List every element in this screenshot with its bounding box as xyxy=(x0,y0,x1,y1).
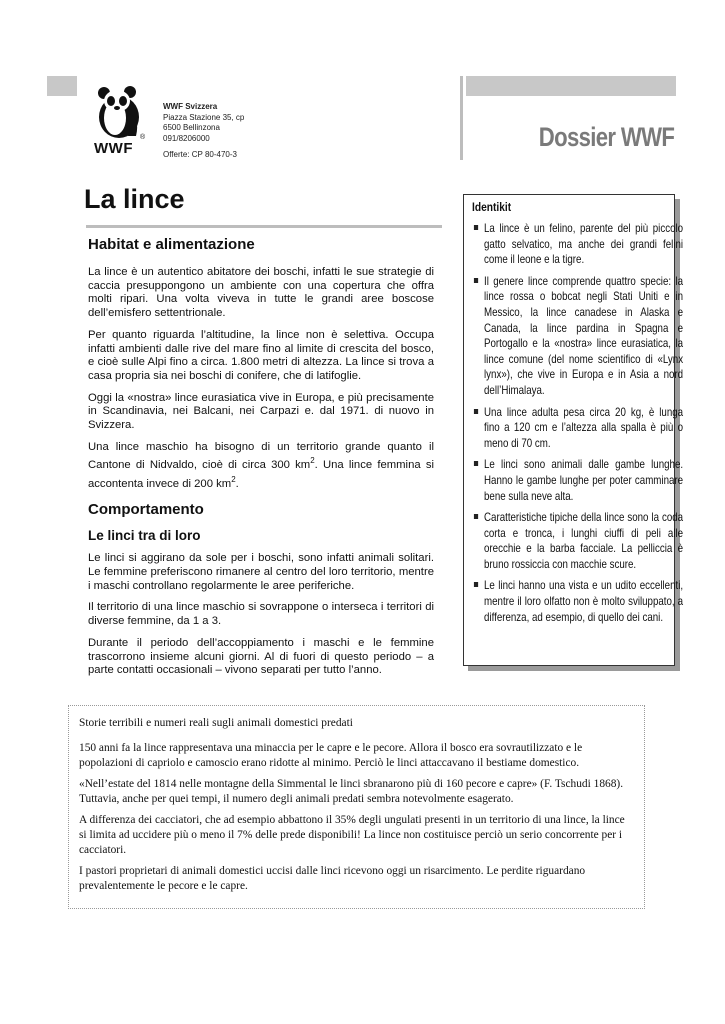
bullet-icon xyxy=(474,461,478,466)
identikit-box xyxy=(463,194,684,666)
bullet-icon xyxy=(474,278,478,283)
header-divider xyxy=(460,76,463,160)
logo-registered-mark: ® xyxy=(140,134,146,141)
phone: 091/8206000 xyxy=(163,133,210,143)
address-line2: 6500 Bellinzona xyxy=(163,123,220,132)
section-heading-comportamento: Comportamento xyxy=(88,501,204,519)
title-underline xyxy=(86,225,442,228)
identikit-item: Il genere lince comprende quattro specie: la lince rossa o bobcat negli Stati Uniti e in Messico, la lince canadese in Alaska e Canada, la lince pardina in Spagna e Portogallo e la «nostra» lince eurasiatica, la lince comune (del nome scientifico di «Lynx lynx»), che vive in Europa e in Asia a nord dell’Himalaya. xyxy=(484,274,683,399)
panda-icon xyxy=(90,84,148,140)
habitat-paragraph-2: Per quanto riguarda l’altitudine, la lince non è selettiva. Occupa infatti ambienti dalle rive del mare fino al limite di crescita del bosco, e cioè sulle Alpi fino a circa. 1.800 metri di altezza. La lince si trova a casa propria sia nei boschi di conifere, che di latifoglie. xyxy=(88,328,434,382)
story-paragraph: A differenza dei cacciatori, che ad esempio abbattono il 35% degli ungulati presenti in un territorio di una lince, la lince si limita ad uccidere più o meno il 7% delle prede disponibili! La lince non costituisce perciò un serio concorrente per i cacciatori. xyxy=(79,814,625,856)
story-paragraph: I pastori proprietari di animali domestici uccisi dalle linci ricevono oggi un risarcimento. Le perdite riguardano prevalentemente le pecore e le capre. xyxy=(79,865,586,892)
comportamento-paragraph-2: Il territorio di una lince maschio si sovrappone o interseca i territori di diverse femmine, da 1 a 3. xyxy=(88,601,434,628)
story-box xyxy=(68,705,645,909)
logo-wordmark: WWF xyxy=(94,140,133,157)
header-bar-right xyxy=(466,76,676,96)
address-block xyxy=(163,102,313,161)
identikit-item: Una lince adulta pesa circa 20 kg, è lunga fino a 120 cm e l’altezza alla spalla è più o meno di 70 cm. xyxy=(484,405,683,452)
bullet-icon xyxy=(474,582,478,587)
subheading-linci-tra-di-loro: Le linci tra di loro xyxy=(88,528,201,544)
identikit-list xyxy=(484,221,721,625)
habitat-paragraph-1: La lince è un autentico abitatore dei boschi, infatti le sue strategie di caccia presuppongono un ambiente con una copertura che offra molti ripari. Una volta viveva in tutte le grandi aree boscose dell’emisfero settentrionale. xyxy=(88,266,434,320)
habitat-paragraph-3: Oggi la «nostra» lince eurasiatica vive in Europa, e più precisamente in Scandinavia, nei Balcani, nei Carpazi e. dal 1971. di nuovo in Svizzera. xyxy=(88,391,434,432)
bullet-icon xyxy=(474,514,478,519)
identikit-item: Le linci hanno una vista e un udito eccellenti, mentre il loro olfatto non è molto sviluppato, a differenza, ad esempio, di quello dei cani. xyxy=(484,578,683,625)
identikit-item: La lince è un felino, parente del più piccolo gatto selvatico, ma anche dei grandi felini come il leone e la tigre. xyxy=(484,221,683,268)
page-title: La lince xyxy=(84,184,185,214)
identikit-item: Le linci sono animali dalle gambe lunghe. Hanno le gambe lunghe per poter camminare bene sulla neve alta. xyxy=(484,457,683,504)
offers: Offerte: CP 80-470-3 xyxy=(163,150,237,159)
identikit-title: Identikit xyxy=(472,200,512,214)
header-bar-left xyxy=(47,76,77,96)
section-heading-habitat: Habitat e alimentazione xyxy=(88,236,255,253)
dossier-label: Dossier WWF xyxy=(538,122,674,152)
bullet-icon xyxy=(474,225,478,230)
wwf-logo xyxy=(90,84,148,160)
main-column xyxy=(88,236,434,678)
address-line1: Piazza Stazione 35, cp xyxy=(163,112,245,122)
story-content xyxy=(79,716,631,894)
identikit-item: Caratteristiche tipiche della lince sono la coda corta e tronca, i lunghi ciuffi di peli alle orecchie e la barba facciale. La pelliccia è bruno rossiccia con macchie scure. xyxy=(484,510,683,572)
story-paragraph: «Nell’estate del 1814 nelle montagne della Simmental le linci sbranarono più di 160 pecore e capre» (F. Tschudi 1868). Tuttavia, anche per quei tempi, il numero degli animali predati sembra notevolmente esagerato. xyxy=(79,778,624,805)
bullet-icon xyxy=(474,409,478,414)
habitat-paragraph-4: Una lince maschio ha bisogno di un territorio grande quanto il Cantone di Nidvaldo, cioè di circa 300 $km^2$. Una lince femmina si accontenta invece di 200 $km^2$. xyxy=(88,440,434,490)
comportamento-paragraph-1: Le linci si aggirano da sole per i boschi, sono infatti animali solitari. Le femmine preferiscono rimanere al centro del loro territorio, mentre i maschi controllano regolarmente le aree periferiche. xyxy=(88,552,434,592)
story-paragraph: 150 anni fa la lince rappresentava una minaccia per le capre e le pecore. Allora il bosco era sovrautilizzato e le popolazioni di capriolo e camoscio erano ridotte al minimo. Perciò le linci attaccavano il bestiame domestico. xyxy=(79,742,583,769)
story-title: Storie terribili e numeri reali sugli animali domestici predati xyxy=(79,717,353,729)
comportamento-paragraph-3: Durante il periodo dell’accoppiamento i maschi e le femmine trascorrono insieme alcuni giorni. Al di fuori di questo periodo – a parte contatti occasionali – vivono separati per tutto l’anno. xyxy=(88,636,434,677)
org-name: WWF Svizzera xyxy=(163,102,218,111)
